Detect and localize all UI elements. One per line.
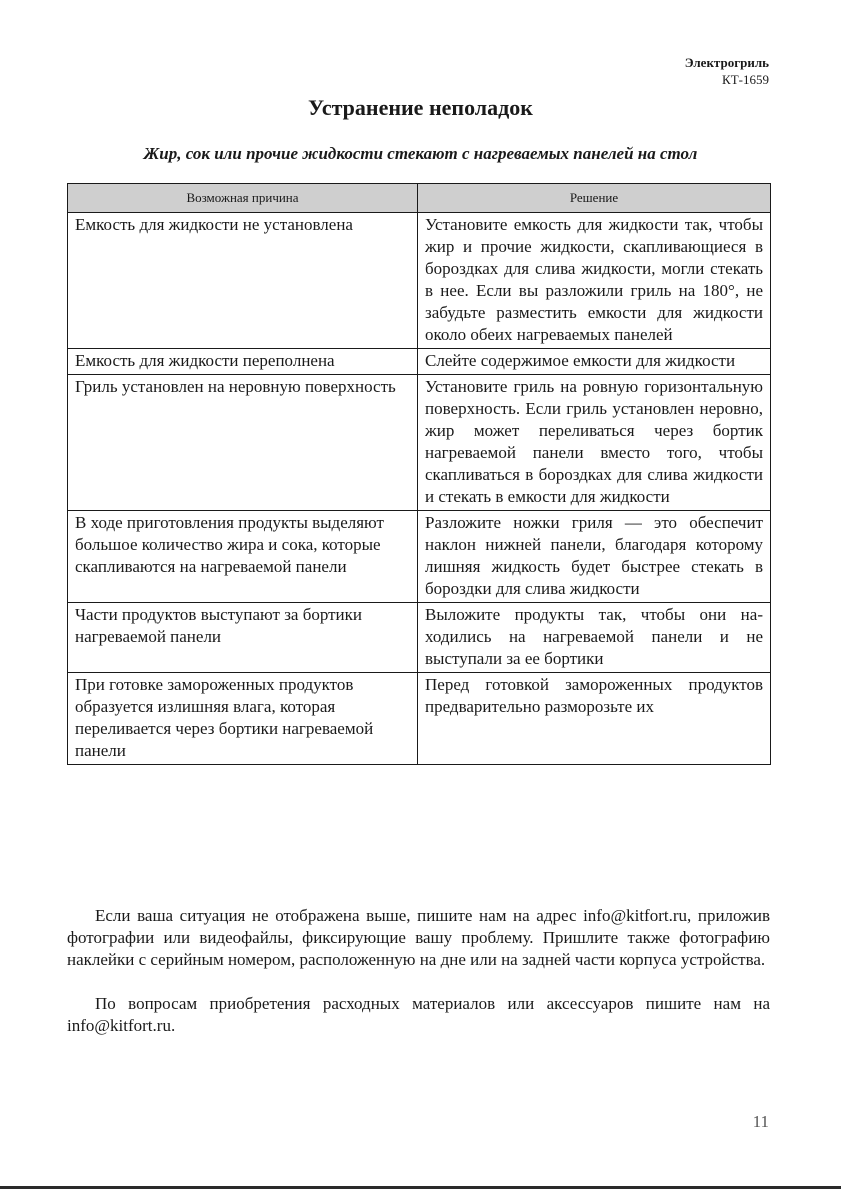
- column-header-solution: Решение: [418, 184, 771, 213]
- table-row: [68, 603, 771, 673]
- accessories-paragraph: По вопросам приобретения расходных материалов или аксессуаров пишите нам на info@kitfort.ru.: [67, 994, 770, 1035]
- table-row: [68, 375, 771, 511]
- table-row: [68, 673, 771, 765]
- solution-cell: Перед готовкой замороженных продуктов предварительно разморозьте их: [418, 673, 771, 765]
- table-row: [68, 213, 771, 349]
- page-number: 11: [752, 1112, 769, 1131]
- solution-cell: Установите емкость для жидкости так, чтобы жир и прочие жидкости, скапливающиеся в бороздках для слива жидкости, могли стекать в нее. Если вы разложили гриль на 180°, не забудьте разместить емкости для жидкости около обеих нагреваемых панелей: [418, 213, 771, 349]
- header-product-name: Электрогриль: [684, 55, 769, 70]
- header-model-number: КТ-1659: [722, 72, 769, 87]
- table-row: [68, 511, 771, 603]
- cause-cell: При готовке замороженных продуктов образуется излишняя влага, которая переливается через бортики нагреваемой панели: [68, 673, 418, 765]
- cause-cell: Емкость для жидкости не установлена: [68, 213, 418, 349]
- solution-cell: Слейте содержимое емкости для жидкости: [418, 349, 771, 375]
- table-header-row: [68, 184, 771, 213]
- cause-cell: Емкость для жидкости переполнена: [68, 349, 418, 375]
- column-header-cause: Возможная причина: [68, 184, 418, 213]
- cause-cell: Гриль установлен на неровную поверхность: [68, 375, 418, 511]
- solution-cell: Установите гриль на ровную горизонтальную поверхность. Если гриль установлен неровно, жир может переливаться через бортик нагреваемой панели вместо того, чтобы скапливаться в бороздках для слива жидкости и стекать в емкости для жидкости: [418, 375, 771, 511]
- page-title: Устранение неполадок: [308, 95, 533, 120]
- table-row: [68, 349, 771, 375]
- section-title: Жир, сок или прочие жидкости стекают с нагреваемых панелей на стол: [143, 144, 698, 163]
- header-model-block: [685, 54, 769, 88]
- cause-cell: В ходе приготовления продукты выделяют большое количество жира и сока, которые скапливаются на нагреваемой панели: [68, 511, 418, 603]
- solution-cell: Выложите продукты так, чтобы они находились на нагреваемой панели и не выступали за ее бортики: [418, 603, 771, 673]
- troubleshooting-table: [67, 183, 771, 765]
- contact-paragraph: Если ваша ситуация не отображена выше, пишите нам на адрес info@kitfort.ru, приложив фотографии или видеофайлы, фиксирующие вашу проблему. Пришлите также фотографию наклейки с серийным номером, расположенную на дне или на задней части корпуса устройства.: [67, 906, 770, 969]
- cause-cell: Части продуктов выступают за бортики нагреваемой панели: [68, 603, 418, 673]
- solution-cell: Разложите ножки гриля — это обеспечит наклон нижней панели, благодаря которому лишняя жидкость будет быстрее стекать в бороздки для слива жидкости: [418, 511, 771, 603]
